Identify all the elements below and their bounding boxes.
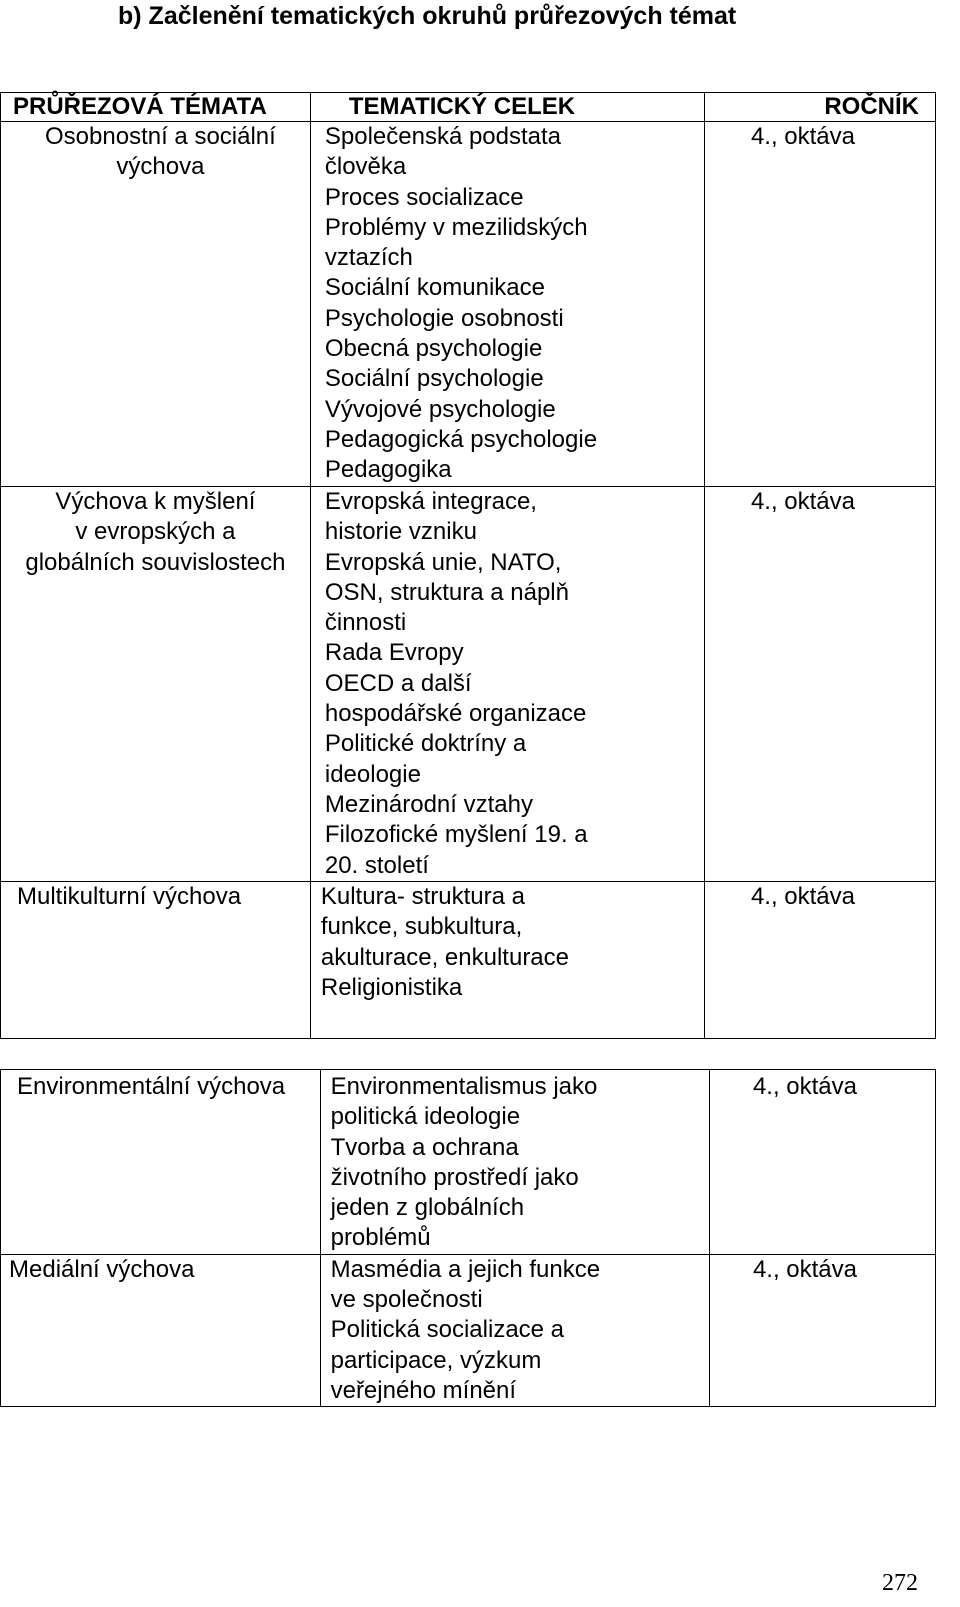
grade-cell: 4., oktáva xyxy=(750,488,855,515)
topic-cell: Výchova k myšlení v evropských a globálních souvislostech xyxy=(25,488,286,576)
topic-cell: Multikulturní výchova xyxy=(17,883,242,910)
units-cell: Evropská integrace, historie vzniku Evropská unie, NATO, OSN, struktura a náplň činnosti Rada Evropy OECD a další hospodářské organizace Politické doktríny a ideologie Mezinárodní vztahy Filozofické myšlení 19. a 20. století xyxy=(324,488,588,879)
section-heading: b) Začlenění tematických okruhů průřezových témat xyxy=(118,2,737,30)
grade-cell: 4., oktáva xyxy=(752,1255,857,1283)
table-header-row xyxy=(1,93,936,122)
units-cell: Společenská podstata člověka Proces socializace Problémy v mezilidských vztazích Sociální komunikace Psychologie osobnosti Obecná psychologie Sociální psychologie Vývojové psychologie Pedagogická psychologie Pedagogika xyxy=(324,123,598,484)
table-row xyxy=(1,1254,936,1406)
units-cell: Kultura- struktura a funkce, subkultura, akulturace, enkulturace Religionistika xyxy=(320,883,570,1001)
topic-cell: Osobnostní a sociální výchova xyxy=(45,123,276,181)
units-cell: Masmédia a jejich funkce ve společnosti Politická socializace a participace, výzkum veřejného mínění xyxy=(330,1255,601,1404)
topic-cell: Environmentální výchova xyxy=(17,1073,286,1100)
header-cross-topics: PRŮŘEZOVÁ TÉMATA xyxy=(1,93,311,122)
header-grade: ROČNÍK xyxy=(705,93,936,122)
table-row xyxy=(1,1070,936,1255)
header-thematic-unit: TEMATICKÝ CELEK xyxy=(310,93,705,122)
grade-cell: 4., oktáva xyxy=(750,883,855,910)
cross-topics-table xyxy=(0,92,936,1039)
table-row xyxy=(1,487,936,882)
page-number: 272 xyxy=(882,1570,918,1596)
topic-cell: Mediální výchova xyxy=(9,1255,195,1283)
grade-cell: 4., oktáva xyxy=(750,123,855,150)
grade-cell: 4., oktáva xyxy=(752,1073,857,1100)
table-row xyxy=(1,122,936,487)
table-row xyxy=(1,882,936,1039)
cross-topics-table-continued xyxy=(0,1069,936,1407)
units-cell: Environmentalismus jako politická ideologie Tvorba a ochrana životního prostředí jako jeden z globálních problémů xyxy=(330,1073,598,1252)
